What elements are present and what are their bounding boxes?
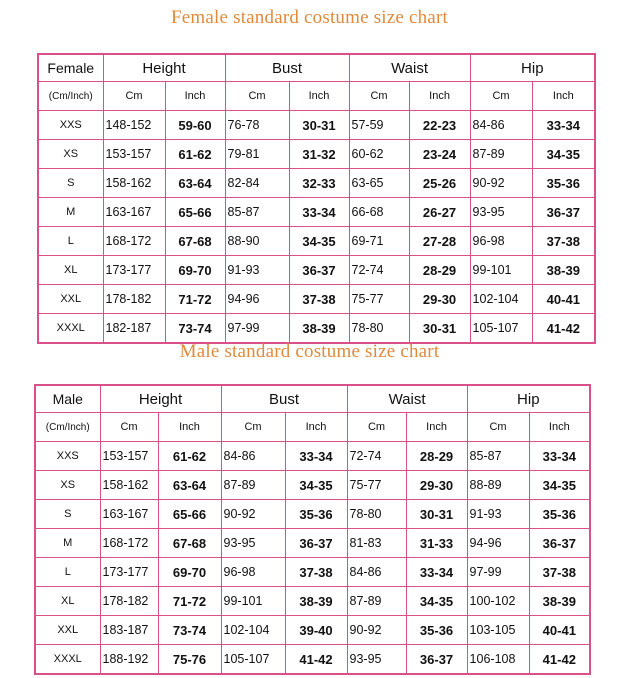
male-cell-waist-inch: 34-35: [406, 587, 467, 616]
female-cell-size: XS: [38, 140, 103, 169]
female-cell-height-cm: 168-172: [103, 227, 165, 256]
male-cell-height-cm: 188-192: [100, 645, 158, 675]
male-cell-bust-cm: 84-86: [221, 442, 285, 471]
male-table-row: [35, 471, 590, 500]
female-cell-waist-cm: 66-68: [349, 198, 409, 227]
male-table-row: [35, 587, 590, 616]
female-header-bust: Bust: [225, 54, 349, 82]
male-cell-hip-cm: 103-105: [467, 616, 529, 645]
female-cell-height-inch: 65-66: [165, 198, 225, 227]
male-cell-bust-inch: 39-40: [285, 616, 347, 645]
female-cell-height-cm: 173-177: [103, 256, 165, 285]
male-cell-height-inch: 61-62: [158, 442, 221, 471]
female-cell-height-cm: 178-182: [103, 285, 165, 314]
female-table-row: [38, 314, 595, 344]
female-cell-waist-cm: 63-65: [349, 169, 409, 198]
female-cell-bust-cm: 76-78: [225, 111, 289, 140]
male-cell-waist-cm: 78-80: [347, 500, 406, 529]
male-cell-waist-inch: 33-34: [406, 558, 467, 587]
female-cell-waist-inch: 30-31: [409, 314, 470, 344]
female-cell-height-inch: 59-60: [165, 111, 225, 140]
male-cell-hip-cm: 94-96: [467, 529, 529, 558]
male-cell-waist-cm: 93-95: [347, 645, 406, 675]
male-cell-height-inch: 73-74: [158, 616, 221, 645]
female-cell-height-inch: 73-74: [165, 314, 225, 344]
female-cell-waist-inch: 25-26: [409, 169, 470, 198]
male-waist-cm-header: Cm: [347, 413, 406, 442]
female-cell-bust-inch: 32-33: [289, 169, 349, 198]
female-cell-waist-inch: 23-24: [409, 140, 470, 169]
male-chart-title: Male standard costume size chart: [179, 341, 440, 362]
female-cell-waist-cm: 60-62: [349, 140, 409, 169]
female-cell-waist-cm: 69-71: [349, 227, 409, 256]
female-bust-inch-header: Inch: [289, 82, 349, 111]
female-cell-waist-inch: 28-29: [409, 256, 470, 285]
female-cell-hip-inch: 38-39: [532, 256, 595, 285]
male-cell-bust-inch: 38-39: [285, 587, 347, 616]
male-cell-height-cm: 158-162: [100, 471, 158, 500]
female-cell-waist-inch: 26-27: [409, 198, 470, 227]
male-cell-waist-cm: 84-86: [347, 558, 406, 587]
male-cell-waist-inch: 29-30: [406, 471, 467, 500]
female-table-row: [38, 285, 595, 314]
male-cell-height-cm: 168-172: [100, 529, 158, 558]
female-cell-bust-cm: 97-99: [225, 314, 289, 344]
female-header-height: Height: [103, 54, 225, 82]
female-cell-height-inch: 63-64: [165, 169, 225, 198]
female-label: Female: [38, 54, 103, 82]
male-cell-size: XXS: [35, 442, 100, 471]
female-cell-hip-inch: 36-37: [532, 198, 595, 227]
male-cell-size: XL: [35, 587, 100, 616]
female-unit-label: (Cm/Inch): [38, 82, 103, 111]
male-cell-hip-inch: 40-41: [529, 616, 590, 645]
male-cell-waist-cm: 90-92: [347, 616, 406, 645]
female-table-row: [38, 198, 595, 227]
male-bust-inch-header: Inch: [285, 413, 347, 442]
male-cell-height-inch: 69-70: [158, 558, 221, 587]
male-bust-cm-header: Cm: [221, 413, 285, 442]
female-table-row: [38, 111, 595, 140]
male-height-inch-header: Inch: [158, 413, 221, 442]
male-cell-hip-inch: 36-37: [529, 529, 590, 558]
female-cell-waist-inch: 27-28: [409, 227, 470, 256]
female-cell-height-cm: 158-162: [103, 169, 165, 198]
male-cell-height-cm: 173-177: [100, 558, 158, 587]
female-cell-size: M: [38, 198, 103, 227]
male-cell-size: XXXL: [35, 645, 100, 675]
female-cell-hip-cm: 90-92: [470, 169, 532, 198]
male-header-height: Height: [100, 385, 221, 413]
female-cell-hip-cm: 96-98: [470, 227, 532, 256]
male-table-row: [35, 558, 590, 587]
female-table-row: [38, 140, 595, 169]
male-hip-cm-header: Cm: [467, 413, 529, 442]
male-cell-waist-inch: 31-33: [406, 529, 467, 558]
male-cell-hip-cm: 91-93: [467, 500, 529, 529]
male-cell-height-cm: 153-157: [100, 442, 158, 471]
female-cell-hip-inch: 40-41: [532, 285, 595, 314]
male-waist-inch-header: Inch: [406, 413, 467, 442]
male-cell-hip-inch: 33-34: [529, 442, 590, 471]
male-table-row: [35, 500, 590, 529]
female-table-row: [38, 256, 595, 285]
female-cell-bust-cm: 79-81: [225, 140, 289, 169]
male-cell-size: S: [35, 500, 100, 529]
female-cell-bust-inch: 38-39: [289, 314, 349, 344]
female-cell-height-cm: 153-157: [103, 140, 165, 169]
male-cell-height-inch: 65-66: [158, 500, 221, 529]
male-cell-bust-inch: 35-36: [285, 500, 347, 529]
female-cell-waist-cm: 78-80: [349, 314, 409, 344]
male-cell-bust-cm: 93-95: [221, 529, 285, 558]
female-cell-height-inch: 67-68: [165, 227, 225, 256]
female-cell-waist-cm: 75-77: [349, 285, 409, 314]
male-cell-hip-inch: 38-39: [529, 587, 590, 616]
female-cell-bust-inch: 30-31: [289, 111, 349, 140]
male-cell-bust-inch: 36-37: [285, 529, 347, 558]
male-header-waist: Waist: [347, 385, 467, 413]
female-cell-size: L: [38, 227, 103, 256]
female-header-waist: Waist: [349, 54, 470, 82]
male-cell-hip-cm: 88-89: [467, 471, 529, 500]
female-hip-inch-header: Inch: [532, 82, 595, 111]
male-cell-height-cm: 163-167: [100, 500, 158, 529]
female-cell-waist-inch: 22-23: [409, 111, 470, 140]
female-height-cm-header: Cm: [103, 82, 165, 111]
male-header-bust: Bust: [221, 385, 347, 413]
female-cell-bust-cm: 94-96: [225, 285, 289, 314]
female-cell-size: XXL: [38, 285, 103, 314]
female-cell-bust-inch: 34-35: [289, 227, 349, 256]
female-cell-bust-cm: 85-87: [225, 198, 289, 227]
male-unit-label: (Cm/Inch): [35, 413, 100, 442]
male-label: Male: [35, 385, 100, 413]
male-table-row: [35, 645, 590, 675]
female-waist-inch-header: Inch: [409, 82, 470, 111]
female-cell-size: S: [38, 169, 103, 198]
male-cell-hip-cm: 106-108: [467, 645, 529, 675]
male-cell-hip-inch: 37-38: [529, 558, 590, 587]
male-cell-height-inch: 71-72: [158, 587, 221, 616]
female-table-body: [38, 111, 595, 344]
female-cell-height-inch: 61-62: [165, 140, 225, 169]
male-cell-height-cm: 183-187: [100, 616, 158, 645]
female-cell-size: XXS: [38, 111, 103, 140]
female-cell-hip-cm: 93-95: [470, 198, 532, 227]
male-cell-size: M: [35, 529, 100, 558]
male-cell-height-inch: 63-64: [158, 471, 221, 500]
male-cell-hip-inch: 41-42: [529, 645, 590, 675]
female-cell-bust-cm: 91-93: [225, 256, 289, 285]
female-cell-height-inch: 69-70: [165, 256, 225, 285]
male-table-row: [35, 616, 590, 645]
male-cell-waist-cm: 72-74: [347, 442, 406, 471]
female-chart-title: Female standard costume size chart: [171, 7, 448, 28]
male-cell-hip-cm: 97-99: [467, 558, 529, 587]
female-hip-cm-header: Cm: [470, 82, 532, 111]
male-cell-bust-cm: 96-98: [221, 558, 285, 587]
male-cell-waist-inch: 28-29: [406, 442, 467, 471]
female-cell-hip-inch: 34-35: [532, 140, 595, 169]
female-table-row: [38, 227, 595, 256]
female-cell-bust-inch: 31-32: [289, 140, 349, 169]
female-cell-bust-inch: 33-34: [289, 198, 349, 227]
male-cell-height-inch: 67-68: [158, 529, 221, 558]
female-cell-hip-cm: 87-89: [470, 140, 532, 169]
female-cell-bust-cm: 88-90: [225, 227, 289, 256]
male-cell-size: XS: [35, 471, 100, 500]
male-table-body: [35, 442, 590, 675]
female-cell-hip-inch: 33-34: [532, 111, 595, 140]
female-cell-bust-cm: 82-84: [225, 169, 289, 198]
female-cell-bust-inch: 37-38: [289, 285, 349, 314]
female-cell-waist-inch: 29-30: [409, 285, 470, 314]
male-cell-height-inch: 75-76: [158, 645, 221, 675]
female-cell-height-inch: 71-72: [165, 285, 225, 314]
male-cell-bust-inch: 34-35: [285, 471, 347, 500]
female-size-table: [37, 53, 596, 344]
female-table-row: [38, 169, 595, 198]
male-cell-bust-cm: 87-89: [221, 471, 285, 500]
female-cell-size: XXXL: [38, 314, 103, 344]
female-cell-hip-inch: 37-38: [532, 227, 595, 256]
female-cell-height-cm: 182-187: [103, 314, 165, 344]
female-cell-waist-cm: 72-74: [349, 256, 409, 285]
male-hip-inch-header: Inch: [529, 413, 590, 442]
male-cell-waist-inch: 30-31: [406, 500, 467, 529]
female-cell-hip-inch: 41-42: [532, 314, 595, 344]
male-cell-hip-cm: 100-102: [467, 587, 529, 616]
female-bust-cm-header: Cm: [225, 82, 289, 111]
male-cell-bust-inch: 41-42: [285, 645, 347, 675]
male-cell-size: L: [35, 558, 100, 587]
male-cell-bust-inch: 37-38: [285, 558, 347, 587]
male-height-cm-header: Cm: [100, 413, 158, 442]
female-cell-size: XL: [38, 256, 103, 285]
female-cell-waist-cm: 57-59: [349, 111, 409, 140]
male-cell-height-cm: 178-182: [100, 587, 158, 616]
female-cell-height-cm: 163-167: [103, 198, 165, 227]
female-header-hip: Hip: [470, 54, 595, 82]
male-cell-hip-inch: 34-35: [529, 471, 590, 500]
male-cell-bust-inch: 33-34: [285, 442, 347, 471]
male-cell-waist-cm: 75-77: [347, 471, 406, 500]
female-cell-hip-cm: 84-86: [470, 111, 532, 140]
male-cell-bust-cm: 99-101: [221, 587, 285, 616]
male-cell-bust-cm: 90-92: [221, 500, 285, 529]
female-cell-hip-cm: 99-101: [470, 256, 532, 285]
male-cell-waist-cm: 81-83: [347, 529, 406, 558]
female-cell-hip-cm: 102-104: [470, 285, 532, 314]
male-cell-waist-inch: 36-37: [406, 645, 467, 675]
male-cell-waist-inch: 35-36: [406, 616, 467, 645]
male-table-row: [35, 529, 590, 558]
female-cell-height-cm: 148-152: [103, 111, 165, 140]
female-height-inch-header: Inch: [165, 82, 225, 111]
female-cell-hip-cm: 105-107: [470, 314, 532, 344]
male-cell-bust-cm: 105-107: [221, 645, 285, 675]
male-size-table: [34, 384, 591, 675]
male-cell-hip-inch: 35-36: [529, 500, 590, 529]
male-cell-size: XXL: [35, 616, 100, 645]
male-header-hip: Hip: [467, 385, 590, 413]
female-cell-bust-inch: 36-37: [289, 256, 349, 285]
male-cell-bust-cm: 102-104: [221, 616, 285, 645]
male-cell-waist-cm: 87-89: [347, 587, 406, 616]
female-waist-cm-header: Cm: [349, 82, 409, 111]
male-table-row: [35, 442, 590, 471]
female-cell-hip-inch: 35-36: [532, 169, 595, 198]
male-cell-hip-cm: 85-87: [467, 442, 529, 471]
